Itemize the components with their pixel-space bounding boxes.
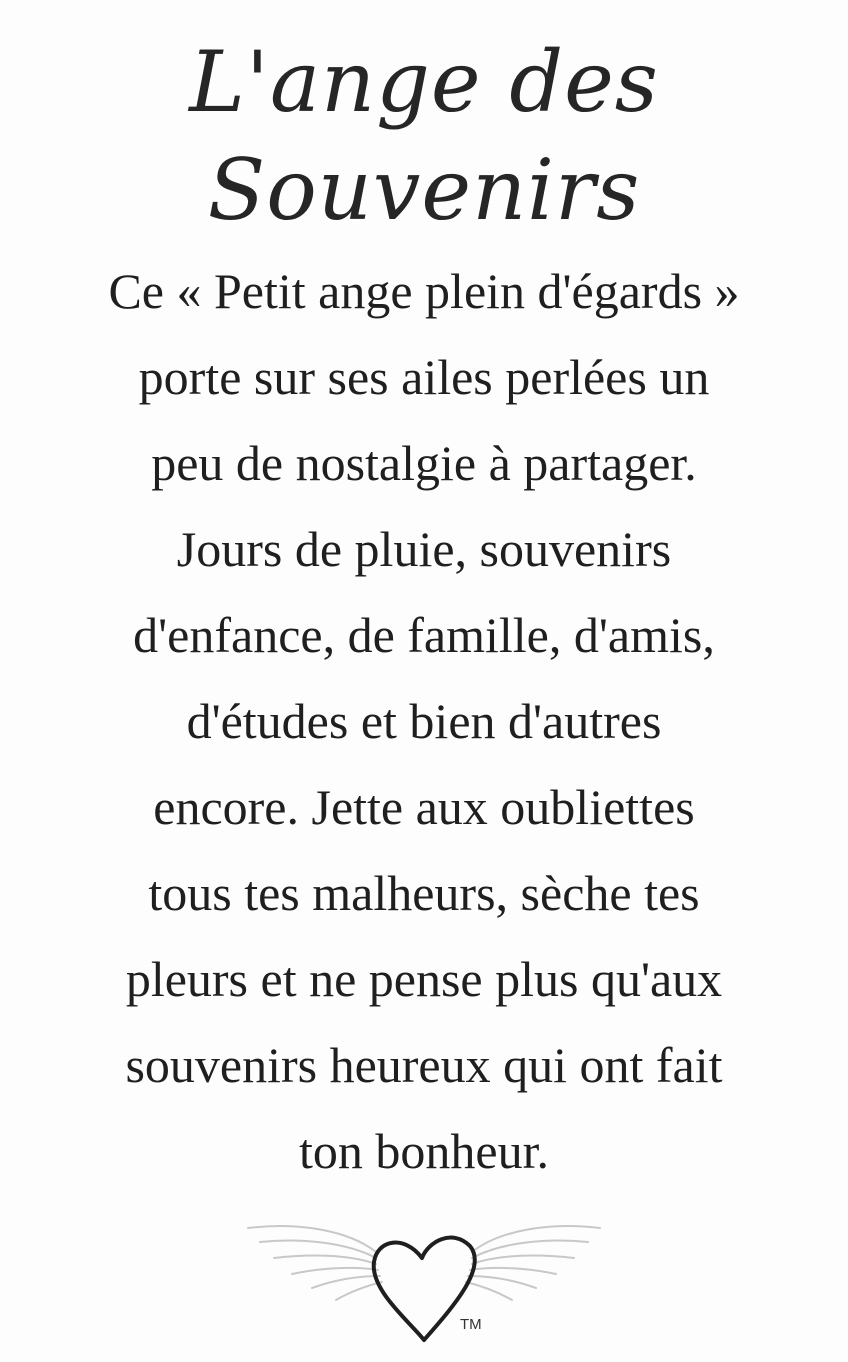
right-wing bbox=[466, 1226, 600, 1300]
poem-line: pleurs et ne pense plus qu'aux bbox=[125, 951, 723, 1007]
poem-line: peu de nostalgie à partager. bbox=[151, 435, 697, 491]
poem-line: porte sur ses ailes perlées un bbox=[138, 349, 710, 405]
trademark-mark: TM bbox=[460, 1316, 482, 1333]
poem-line: Jours de pluie, souvenirs bbox=[176, 521, 672, 577]
card-title-line-1: L'ange des bbox=[189, 33, 659, 131]
poem-line: ton bonheur. bbox=[299, 1123, 549, 1179]
poem-line: souvenirs heureux qui ont fait bbox=[125, 1037, 723, 1093]
card-title-line-2: Souvenirs bbox=[207, 141, 641, 239]
poem-line: Ce « Petit ange plein d'égards » bbox=[108, 263, 740, 319]
left-wing bbox=[248, 1226, 382, 1300]
poem-line: tous tes malheurs, sèche tes bbox=[148, 865, 700, 921]
poem-line: encore. Jette aux oubliettes bbox=[153, 779, 695, 835]
winged-heart-icon bbox=[238, 1212, 610, 1352]
poem-line: d'études et bien d'autres bbox=[186, 693, 662, 749]
poem-line: d'enfance, de famille, d'amis, bbox=[133, 607, 715, 663]
card-poem bbox=[0, 248, 848, 1194]
